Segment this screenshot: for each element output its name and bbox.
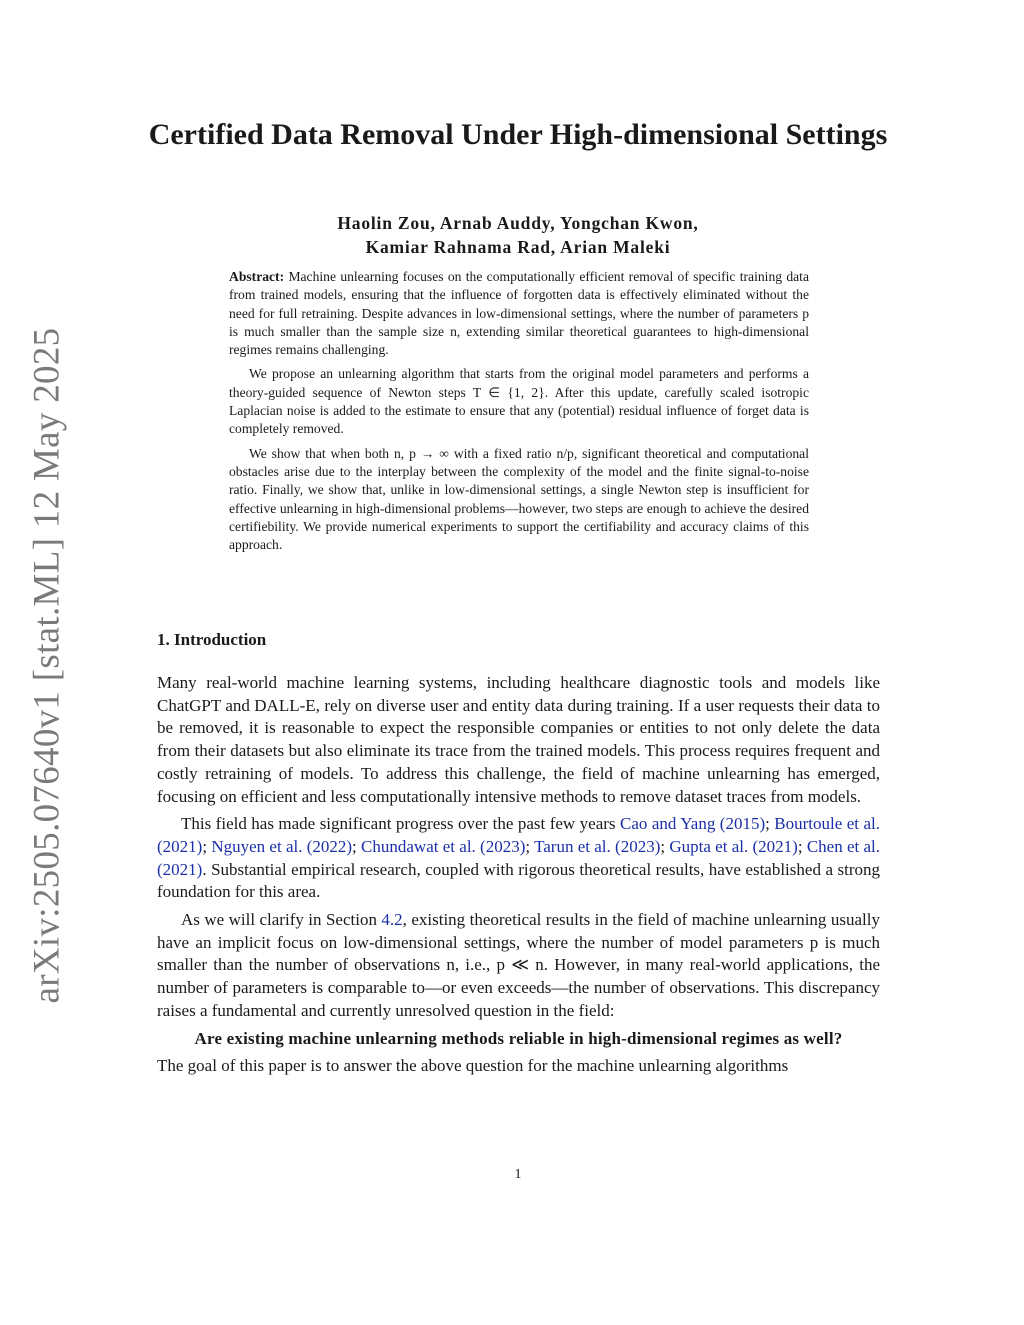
citation-nguyen[interactable]: Nguyen et al. (2022) (211, 836, 353, 856)
section-ref-4-2[interactable]: 4.2 (381, 910, 403, 930)
arxiv-sidebar-stamp (22, 327, 72, 1003)
abstract-text-1: Machine unlearning focuses on the computationally efficient removal of specific training data from trained models, ensuring that the influence of forgotten data is effectively eliminated without the need for full retraining. Despite advances in low-dimensional settings, where the number of parameters p is much smaller than the sample size n, extending similar theoretical guarantees to high-dimensional regimes remains challenging. (229, 269, 809, 358)
author-line-1: Haolin Zou, Arnab Auddy, Yongchan Kwon, (337, 213, 699, 233)
intro-p3-tail: , existing theoretical results in the field of machine unlearning usually have an implicit focus on low-dimensional settings, where the number of model parameters p is much smaller than the number of observations n, i.e., p ≪ n. However, in many real-world applications, the number of parameters is comparable to—or even exceeds—the number of observations. This discrepancy raises a fundamental and currently unresolved question in the field: (157, 910, 880, 1020)
intro-paragraph-1: Many real-world machine learning systems, including healthcare diagnostic tools and models like ChatGPT and DALL-E, rely on diverse user and entity data during training. If a user requests their data to be removed, it is reasonable to expect the responsible companies or entities to not only delete the data from their datasets but also eliminate its trace from the trained models. This process requires frequent and costly retraining of models. To address this challenge, the field of machine unlearning has emerged, focusing on efficient and less computationally intensive methods to remove dataset traces from models. (157, 673, 880, 806)
abstract (229, 268, 809, 560)
citation-separator: ; (202, 836, 212, 856)
abstract-paragraph-1 (229, 268, 809, 359)
paper-title: Certified Data Removal Under High-dimensional Settings (148, 118, 888, 151)
abstract-label: Abstract: (229, 269, 285, 284)
introduction-body (157, 672, 880, 1083)
page-number: 1 (514, 1167, 522, 1182)
arxiv-id: arXiv:2505.07640v1 [stat.ML] 12 May 2025 (26, 327, 68, 1003)
section-heading-introduction: 1. Introduction (157, 630, 267, 649)
citation-chen[interactable]: Chen et al. (2021) (157, 836, 881, 879)
intro-p2-tail: . Substantial empirical research, coupled with rigorous theoretical results, have established a strong foundation for this area. (157, 859, 880, 902)
citation-separator: ; (765, 814, 775, 834)
citation-tarun[interactable]: Tarun et al. (2023) (534, 836, 661, 856)
intro-paragraph-3 (157, 909, 880, 1023)
intro-p3-lead: As we will clarify in Section (181, 910, 382, 930)
citation-bourtoule[interactable]: Bourtoule et al. (2021) (157, 814, 880, 856)
citation-separator: ; (525, 836, 535, 856)
intro-p2-lead: This field has made significant progress over the past few years (181, 814, 620, 834)
citation-cao-yang[interactable]: Cao and Yang (2015) (619, 814, 766, 834)
abstract-paragraph-2: We propose an unlearning algorithm that starts from the original model parameters and performs a theory-guided sequence of Newton steps T ∈ {1, 2}. After this update, carefully scaled isotropic Laplacian noise is added to the estimate to ensure that any (potential) residual influence of forget data is completely removed. (229, 366, 809, 437)
intro-paragraph-2 (157, 813, 880, 904)
citation-gupta[interactable]: Gupta et al. (2021) (669, 836, 798, 856)
citation-chundawat[interactable]: Chundawat et al. (2023) (361, 836, 526, 856)
citation-separator: ; (352, 836, 362, 856)
abstract-paragraph-3: We show that when both n, p → ∞ with a fixed ratio n/p, significant theoretical and computational obstacles arise due to the interplay between the complexity of the model and the finite signal-to-noise ratio. Finally, we show that, unlike in low-dimensional settings, a single Newton step is insufficient for effective unlearning in high-dimensional problems—however, two steps are enough to achieve the desired certifiebility. We provide numerical experiments to support the certifiability and accuracy claims of this approach. (229, 445, 809, 553)
citation-separator: ; (660, 836, 670, 856)
author-list (200, 211, 836, 259)
citation-separator: ; (797, 836, 807, 856)
research-question: Are existing machine unlearning methods reliable in high-dimensional regimes as well? (194, 1028, 843, 1048)
intro-paragraph-4: The goal of this paper is to answer the above question for the machine unlearning algorithms (157, 1056, 789, 1076)
author-line-2: Kamiar Rahnama Rad, Arian Maleki (365, 237, 671, 257)
